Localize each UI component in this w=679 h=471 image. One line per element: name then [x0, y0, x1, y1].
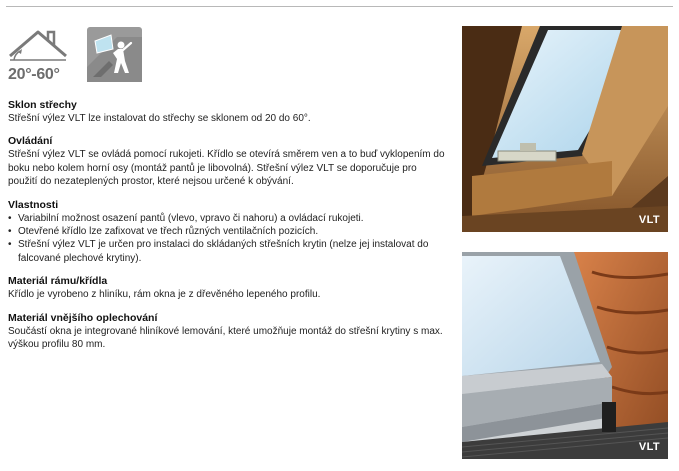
description-content	[8, 99, 446, 361]
section-flashing-material	[8, 312, 446, 352]
section-body: Křídlo je vyrobeno z hliníku, rám okna je z dřevěného lepeného profilu.	[8, 289, 321, 301]
list-item: • Střešní výlez VLT je určen pro instalaci do skládaných střešních krytin (nelze jej instalovat do falcované plechové krytiny).	[8, 238, 446, 265]
section-features	[8, 199, 446, 266]
photo-label: VLT	[638, 214, 660, 226]
section-operation	[8, 135, 446, 188]
person-at-roof-exit-icon	[87, 27, 142, 82]
section-title: Sklon střechy	[8, 99, 77, 111]
roof-angle-label: 20°-60°	[8, 66, 60, 83]
feature-list	[8, 212, 446, 266]
section-title: Materiál rámu/křídla	[8, 275, 108, 288]
top-divider	[6, 6, 673, 7]
interior-window-photo	[462, 26, 668, 232]
section-title: Ovládání	[8, 135, 53, 148]
section-roof-pitch	[8, 99, 446, 125]
photo-label: VLT	[638, 441, 660, 453]
section-title: Materiál vnějšího oplechování	[8, 311, 158, 324]
section-frame-material	[8, 275, 446, 301]
section-body: Součástí okna je integrované hliníkové lemování, které umožňuje montáž do střešní krytiny s max. výškou profilu 80 mm.	[8, 325, 443, 351]
roof-pitch-icon	[8, 26, 68, 64]
section-body: Střešní výlez VLT lze instalovat do střechy se sklonem od 20 do 60°.	[8, 113, 311, 124]
section-title: Vlastnosti	[8, 198, 59, 211]
section-body: Střešní výlez VLT se ovládá pomocí rukojeti. Křídlo se otevírá směrem ven a to buď vyklopením do boku nebo kolem horní osy (montáž pantů je libovolná). Střešní výlez VLT se doporučuje pro použití do nezateplených prostor, které nejsou určené k obývání.	[8, 149, 445, 188]
list-item: • Variabilní možnost osazení pantů (vlevo, vpravo či nahoru) a ovládací rukojeti.	[8, 212, 446, 225]
exterior-flashing-photo	[462, 252, 668, 459]
list-item: • Otevřené křídlo lze zafixovat ve třech různých ventilačních pozicích.	[8, 225, 446, 238]
